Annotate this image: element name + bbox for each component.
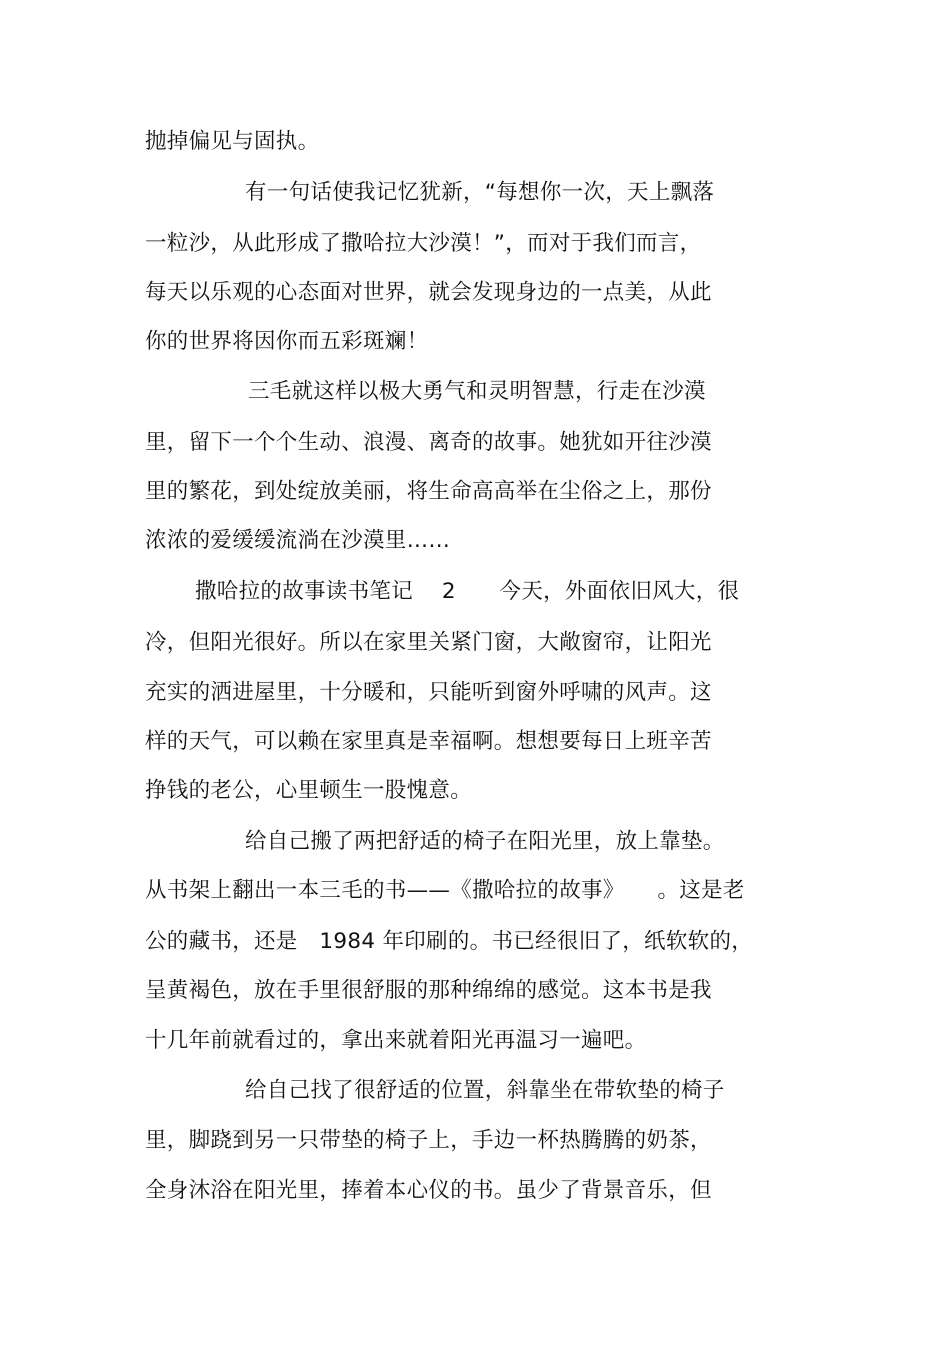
text-line: 公的藏书，还是 1984 年印刷的。书已经很旧了，纸软软的， <box>145 929 754 954</box>
text-line: 十几年前就看过的，拿出来就着阳光再温习一遍吧。 <box>145 1028 647 1053</box>
text-line: 撒哈拉的故事读书笔记 2 今天，外面依旧风大，很 <box>195 579 740 604</box>
text-line: 每天以乐观的心态面对世界，就会发现身边的一点美，从此 <box>145 280 712 305</box>
text-line: 给自己搬了两把舒适的椅子在阳光里，放上靠垫。 <box>245 829 725 854</box>
text-line: 里，脚跷到另一只带垫的椅子上，手边一杯热腾腾的奶茶， <box>145 1128 712 1153</box>
text-line: 充实的洒进屋里，十分暖和，只能听到窗外呼啸的风声。这 <box>145 680 712 705</box>
text-line: 有一句话使我记忆犹新，“每想你一次，天上飘落 <box>245 180 715 205</box>
text-line: 呈黄褐色，放在手里很舒服的那种绵绵的感觉。这本书是我 <box>145 978 712 1003</box>
text-line: 样的天气，可以赖在家里真是幸福啊。想想要每日上班辛苦 <box>145 729 712 754</box>
text-line: 里，留下一个个生动、浪漫、离奇的故事。她犹如开往沙漠 <box>145 430 712 455</box>
text-line: 里的繁花，到处绽放美丽，将生命高高举在尘俗之上，那份 <box>145 479 712 504</box>
text-line: 你的世界将因你而五彩斑斓！ <box>145 329 429 354</box>
text-line: 全身沐浴在阳光里，捧着本心仪的书。虽少了背景音乐，但 <box>145 1178 712 1203</box>
text-line: 挣钱的老公，心里顿生一股愧意。 <box>145 778 473 803</box>
text-line: 从书架上翻出一本三毛的书——《撒哈拉的故事》 。这是老 <box>145 878 745 903</box>
text-line: 三毛就这样以极大勇气和灵明智慧，行走在沙漠 <box>248 379 706 404</box>
text-line: 给自己找了很舒适的位置，斜靠坐在带软垫的椅子 <box>245 1078 725 1103</box>
text-line: 浓浓的爱缓缓流淌在沙漠里…… <box>145 528 451 553</box>
text-line: 抛掉偏见与固执。 <box>145 129 320 154</box>
text-line: 冷，但阳光很好。所以在家里关紧门窗，大敞窗帘，让阳光 <box>145 630 712 655</box>
text-line: 一粒沙，从此形成了撒哈拉大沙漠！”，而对于我们而言， <box>145 231 702 256</box>
